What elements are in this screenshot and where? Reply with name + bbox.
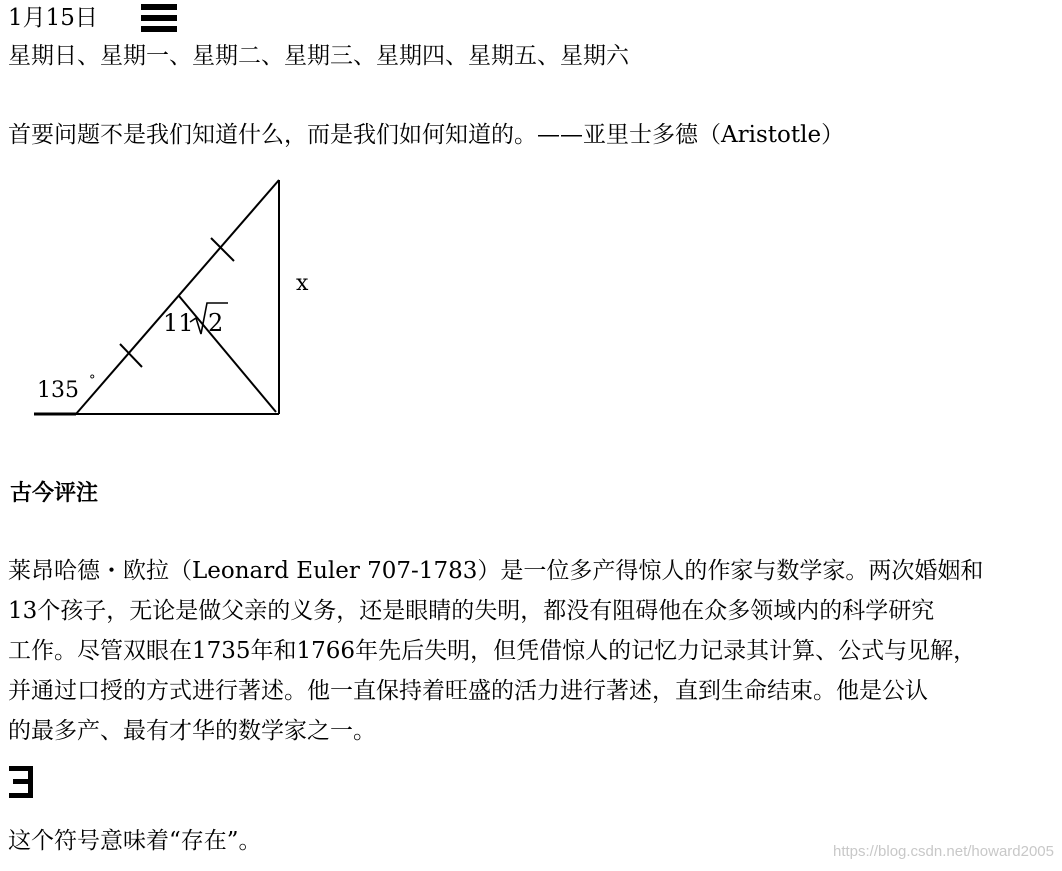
paragraph-line: 工作。尽管双眼在1735年和1766年先后失明，但凭借惊人的记忆力记录其计算、公式与见解， [8, 638, 977, 664]
segment-length-radicand: 2 [208, 309, 224, 337]
aristotle-quote: 首要问题不是我们知道什么，而是我们如何知道的。——亚里士多德（Aristotle） [8, 122, 845, 148]
angle-label: 135 [37, 378, 79, 403]
exists-symbol-icon [9, 766, 33, 798]
side-x-label: x [296, 271, 309, 296]
euler-commentary [8, 551, 1058, 751]
section-title: 古今评注 [10, 480, 99, 506]
triangle-diagram [0, 170, 340, 430]
trigram-heaven-icon [141, 4, 177, 32]
date-heading: 1月15日 [8, 5, 98, 31]
paragraph-line: 并通过口授的方式进行著述。他一直保持着旺盛的活力进行著述，直到生命结束。他是公认 [8, 678, 928, 704]
paragraph-line: 莱昂哈德・欧拉（Leonard Euler 707-1783）是一位多产得惊人的作家与数学家。两次婚姻和 [8, 558, 984, 584]
segment-length-coefficient: 11 [163, 309, 194, 337]
watermark: https://blog.csdn.net/howard2005 [833, 843, 1054, 860]
paragraph-line: 13个孩子，无论是做父亲的义务，还是眼睛的失明，都没有阻碍他在众多领域内的科学研究 [8, 598, 935, 624]
paragraph-line: 的最多产、最有才华的数学家之一。 [8, 718, 376, 744]
weekdays-line: 星期日、星期一、星期二、星期三、星期四、星期五、星期六 [8, 43, 629, 69]
symbol-description: 这个符号意味着“存在”。 [8, 828, 262, 854]
degree-symbol: ° [89, 373, 96, 388]
